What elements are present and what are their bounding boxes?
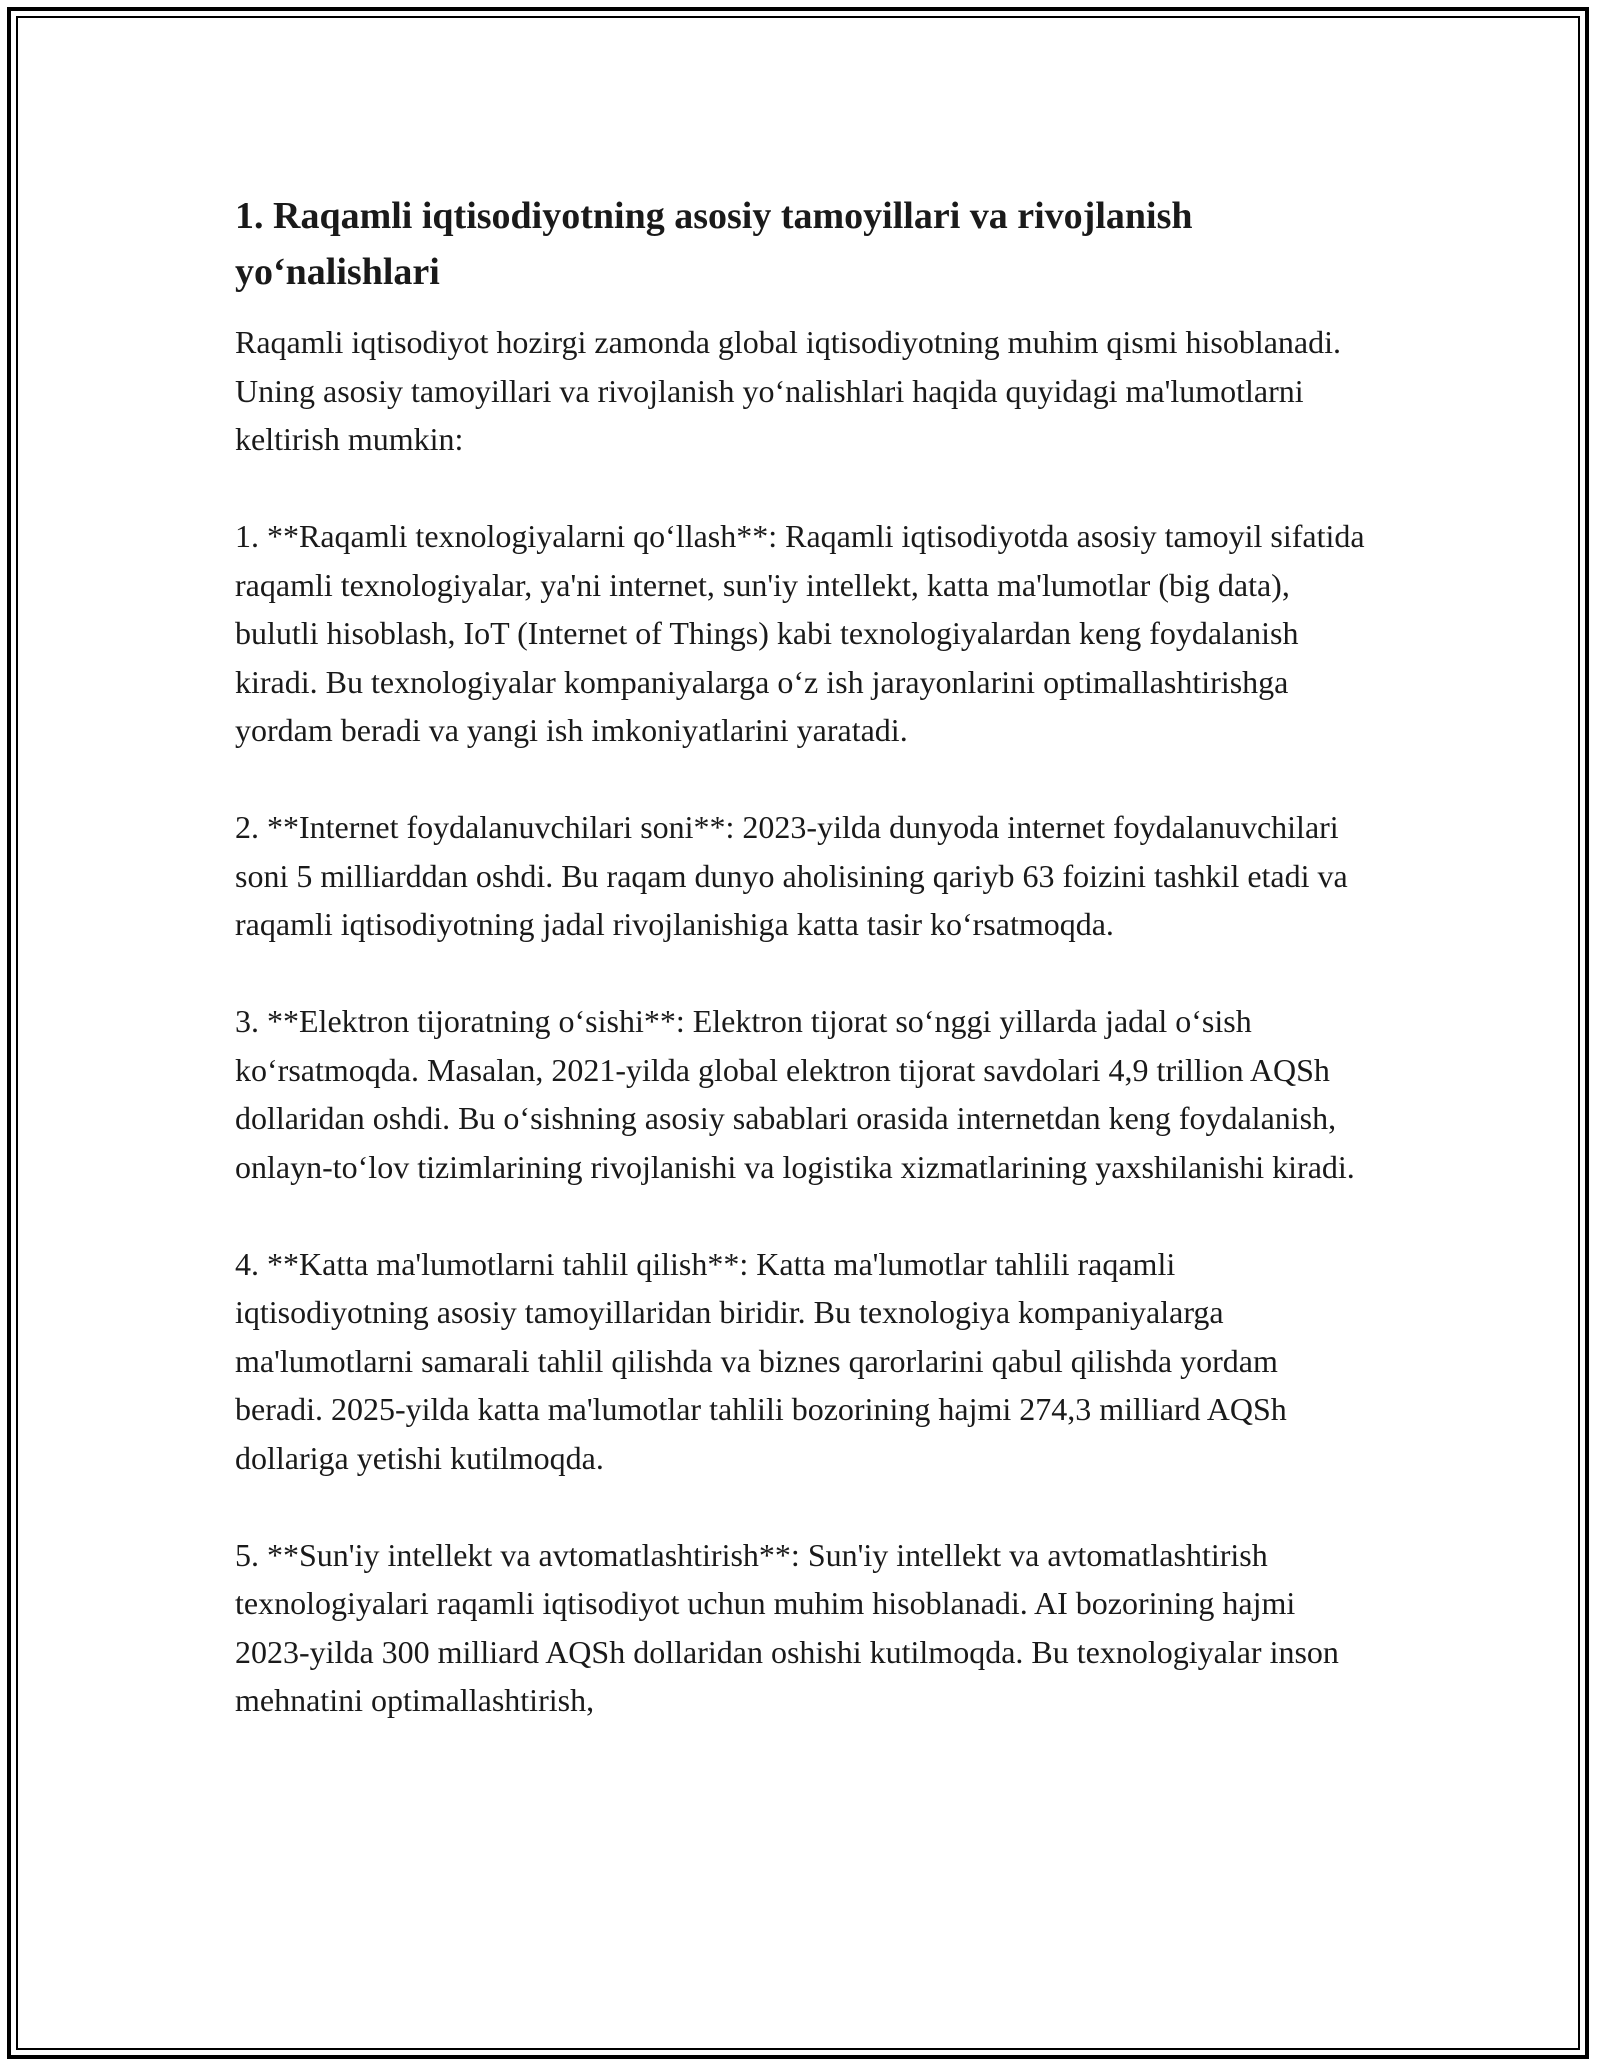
- paragraph-item-4: 4. **Katta ma'lumotlarni tahlil qilish**: Katta ma'lumotlar tahlili raqamli iqtisodiyotning asosiy tamoyillaridan biridir. Bu texnologiya kompaniyalarga ma'lumotlarni samarali tahlil qilishda va biznes qarorlarini qabul qilishda yordam beradi. 2025-yilda katta ma'lumotlar tahlili bozorining hajmi 274,3 milliard AQSh dollariga yetishi kutilmoqda.: [235, 1245, 1287, 1476]
- paragraph-item-3: 3. **Elektron tijoratning o‘sishi**: Elektron tijorat so‘nggi yillarda jadal o‘sish ko‘rsatmoqda. Masalan, 2021-yilda global elektron tijorat savdolari 4,9 trillion AQSh dollaridan oshdi. Bu o‘sishning asosiy sabablari orasida internetdan keng foydalanish, onlayn-to‘lov tizimlarining rivojlanishi va logistika xizmatlarining yaxshilanishi kiradi.: [235, 1003, 1355, 1185]
- document-body: [235, 188, 1365, 1773]
- paragraph-item-2: 2. **Internet foydalanuvchilari soni**: 2023-yilda dunyoda internet foydalanuvchilari soni 5 milliarddan oshdi. Bu raqam dunyo aholisining qariyb 63 foizini tashkil etadi va raqamli iqtisodiyotning jadal rivojlanishiga katta tasir ko‘rsatmoqda.: [235, 809, 1348, 942]
- paragraph-item-5: 5. **Sun'iy intellekt va avtomatlashtirish**: Sun'iy intellekt va avtomatlashtirish texnologiyalari raqamli iqtisodiyot uchun muhim hisoblanadi. AI bozorining hajmi 2023-yilda 300 milliard AQSh dollaridan oshishi kutilmoqda. Bu texnologiyalar inson mehnatini optimallashtirish,: [235, 1536, 1339, 1718]
- intro-paragraph: Raqamli iqtisodiyot hozirgi zamonda global iqtisodiyotning muhim qismi hisoblanadi. Uning asosiy tamoyillari va rivojlanish yo‘nalishlari haqida quyidagi ma'lumotlarni keltirish mumkin:: [235, 324, 1341, 457]
- paragraph-item-1: 1. **Raqamli texnologiyalarni qo‘llash**: Raqamli iqtisodiyotda asosiy tamoyil sifatida raqamli texnologiyalar, ya'ni internet, sun'iy intellekt, katta ma'lumotlar (big data), bulutli hisoblash, IoT (Internet of Things) kabi texnologiyalardan keng foydalanish kiradi. Bu texnologiyalar kompaniyalarga o‘z ish jarayonlarini optimallashtirishga yordam beradi va yangi ish imkoniyatlarini yaratadi.: [235, 518, 1365, 748]
- document-title: 1. Raqamli iqtisodiyotning asosiy tamoyillari va rivojlanish yo‘nalishlari: [235, 195, 1193, 293]
